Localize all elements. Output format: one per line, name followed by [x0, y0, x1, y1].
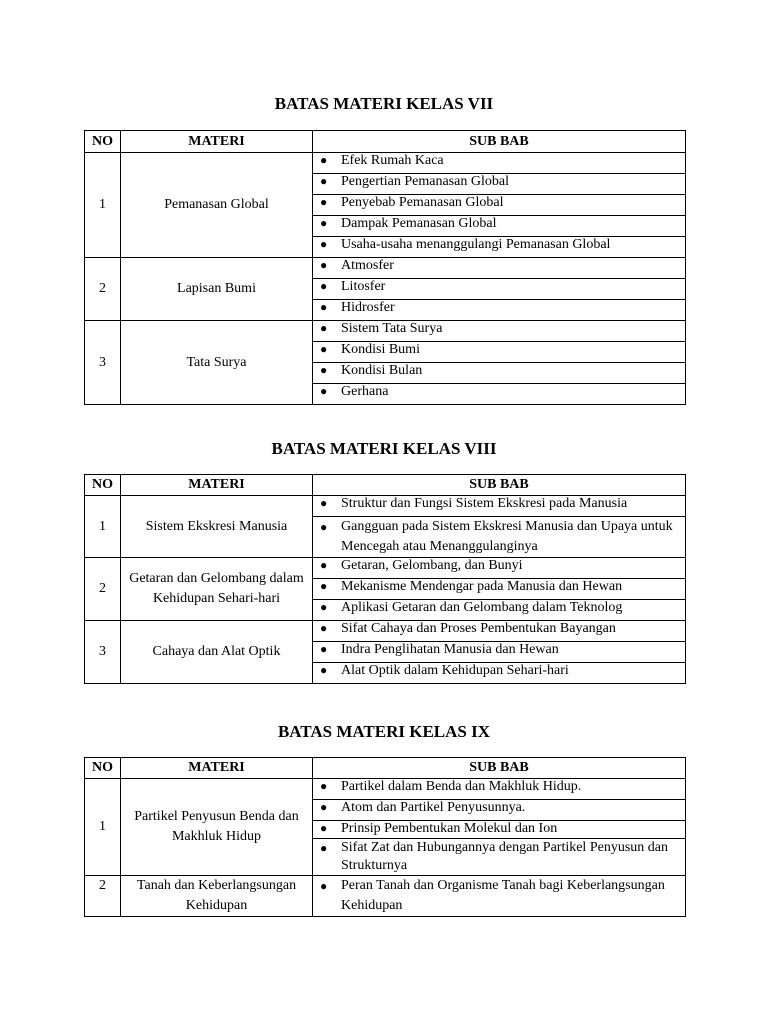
header-no: NO	[85, 758, 121, 779]
section-title: BATAS MATERI KELAS VIII	[271, 439, 497, 458]
materi-table	[84, 130, 686, 405]
table-row	[85, 321, 686, 342]
bullet-icon: ●	[320, 579, 328, 593]
bullet-icon: ●	[320, 237, 328, 251]
table-row	[85, 558, 686, 579]
table-row	[85, 153, 686, 174]
bullet-icon: ●	[320, 621, 328, 635]
section-title: BATAS MATERI KELAS VII	[274, 94, 494, 113]
table-header-row	[85, 758, 686, 779]
bullet-icon: ●	[320, 841, 328, 855]
materi-cell: Partikel Penyusun Benda dan Makhluk Hidup	[121, 779, 313, 876]
table-row	[85, 779, 686, 800]
bullet-icon: ●	[320, 779, 328, 793]
sub-bab-item: ● Struktur dan Fungsi Sistem Ekskresi pada Manusia	[313, 496, 686, 517]
bullet-icon: ●	[320, 279, 328, 293]
bullet-icon: ●	[320, 300, 328, 314]
sub-bab-item: ● Peran Tanah dan Organisme Tanah bagi Keberlangsungan Kehidupan	[313, 876, 686, 917]
row-number: 2	[85, 558, 121, 621]
header-materi: MATERI	[121, 475, 313, 496]
table-header-row	[85, 475, 686, 496]
materi-cell: Pemanasan Global	[121, 153, 313, 258]
table-row	[85, 621, 686, 642]
materi-cell: Tata Surya	[121, 321, 313, 405]
materi-table	[84, 474, 686, 684]
sub-bab-item: ● Hidrosfer	[313, 300, 686, 321]
header-no: NO	[85, 475, 121, 496]
bullet-icon: ●	[320, 496, 328, 510]
row-number: 2	[85, 258, 121, 321]
row-number: 1	[85, 153, 121, 258]
bullet-icon: ●	[320, 879, 328, 893]
materi-cell: Lapisan Bumi	[121, 258, 313, 321]
sub-bab-item: ● Litosfer	[313, 279, 686, 300]
bullet-icon: ●	[320, 216, 328, 230]
bullet-icon: ●	[320, 258, 328, 272]
bullet-icon: ●	[320, 642, 328, 656]
bullet-icon: ●	[320, 342, 328, 356]
sub-bab-item: ● Usaha-usaha menanggulangi Pemanasan Global	[313, 237, 686, 258]
header-materi: MATERI	[121, 131, 313, 153]
materi-cell: Cahaya dan Alat Optik	[121, 621, 313, 684]
sub-bab-item: ● Sistem Tata Surya	[313, 321, 686, 342]
section-title: BATAS MATERI KELAS IX	[277, 722, 491, 741]
row-number: 3	[85, 321, 121, 405]
header-materi: MATERI	[121, 758, 313, 779]
sub-bab-item: ● Getaran, Gelombang, dan Bunyi	[313, 558, 686, 579]
sub-bab-item: ● Kondisi Bumi	[313, 342, 686, 363]
header-sub-bab: SUB BAB	[313, 131, 686, 153]
sub-bab-item: ● Atom dan Partikel Penyusunnya.	[313, 800, 686, 821]
sub-bab-item: ● Prinsip Pembentukan Molekul dan Ion	[313, 821, 686, 839]
table-row	[85, 258, 686, 279]
sub-bab-item: ● Atmosfer	[313, 258, 686, 279]
row-number: 1	[85, 496, 121, 558]
materi-cell: Getaran dan Gelombang dalam Kehidupan Sehari-hari	[121, 558, 313, 621]
bullet-icon: ●	[320, 800, 328, 814]
bullet-icon: ●	[320, 174, 328, 188]
bullet-icon: ●	[320, 663, 328, 677]
sub-bab-item: ● Partikel dalam Benda dan Makhluk Hidup.	[313, 779, 686, 800]
sub-bab-item: ● Mekanisme Mendengar pada Manusia dan Hewan	[313, 579, 686, 600]
row-number: 3	[85, 621, 121, 684]
bullet-icon: ●	[320, 600, 328, 614]
bullet-icon: ●	[320, 195, 328, 209]
table-row	[85, 496, 686, 517]
sub-bab-item: ● Efek Rumah Kaca	[313, 153, 686, 174]
sub-bab-item: ● Kondisi Bulan	[313, 363, 686, 384]
materi-cell: Sistem Ekskresi Manusia	[121, 496, 313, 558]
header-no: NO	[85, 131, 121, 153]
sub-bab-item: ● Alat Optik dalam Kehidupan Sehari-hari	[313, 663, 686, 684]
row-number: 1	[85, 779, 121, 876]
table-header-row	[85, 131, 686, 153]
table-row	[85, 876, 686, 917]
bullet-icon: ●	[320, 153, 328, 167]
bullet-icon: ●	[320, 520, 328, 534]
header-sub-bab: SUB BAB	[313, 758, 686, 779]
sub-bab-item: ● Aplikasi Getaran dan Gelombang dalam Teknolog	[313, 600, 686, 621]
bullet-icon: ●	[320, 558, 328, 572]
sub-bab-item: ● Dampak Pemanasan Global	[313, 216, 686, 237]
sub-bab-item: ● Gerhana	[313, 384, 686, 405]
sub-bab-item: ● Sifat Cahaya dan Proses Pembentukan Bayangan	[313, 621, 686, 642]
row-number: 2	[85, 876, 121, 917]
sub-bab-item: ● Penyebab Pemanasan Global	[313, 195, 686, 216]
sub-bab-item: ● Sifat Zat dan Hubungannya dengan Partikel Penyusun dan Strukturnya	[313, 839, 686, 876]
bullet-icon: ●	[320, 384, 328, 398]
bullet-icon: ●	[320, 821, 328, 835]
materi-cell: Tanah dan Keberlangsungan Kehidupan	[121, 876, 313, 917]
sub-bab-item: ● Pengertian Pemanasan Global	[313, 174, 686, 195]
bullet-icon: ●	[320, 321, 328, 335]
bullet-icon: ●	[320, 363, 328, 377]
materi-table	[84, 757, 686, 917]
sub-bab-item: ● Indra Penglihatan Manusia dan Hewan	[313, 642, 686, 663]
sub-bab-item: ● Gangguan pada Sistem Ekskresi Manusia dan Upaya untuk Mencegah atau Menanggulanginya	[313, 517, 686, 558]
header-sub-bab: SUB BAB	[313, 475, 686, 496]
